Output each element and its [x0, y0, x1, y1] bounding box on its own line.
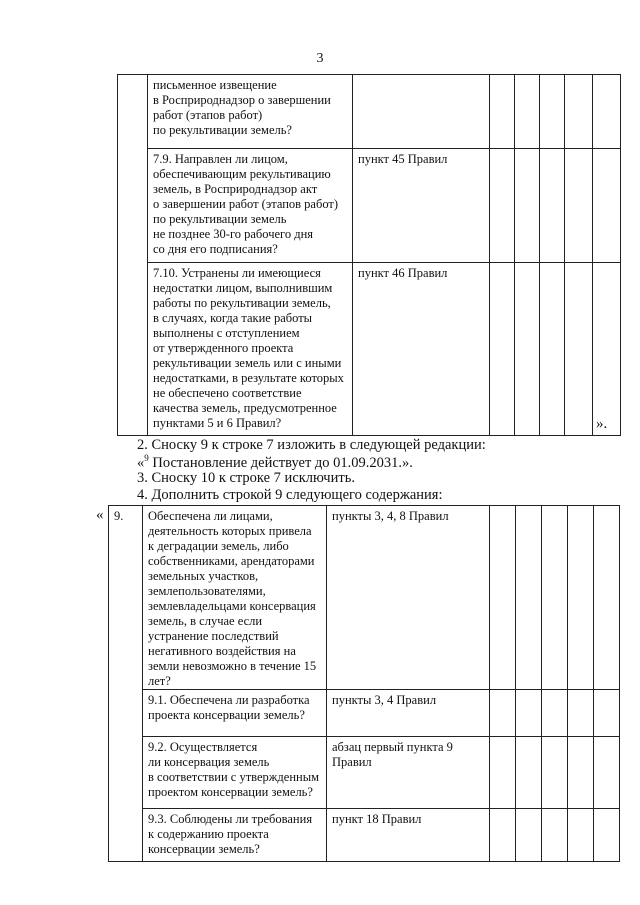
table-row	[109, 809, 620, 862]
reference-cell: пункты 3, 4, 8 Правил	[327, 506, 490, 690]
question-cell: письменное извещение в Росприроднадзор о завершении работ (этапов работ) по рекультивации земель?	[148, 75, 353, 149]
table-row	[118, 75, 621, 149]
question-cell: 7.10. Устранены ли имеющиеся недостатки лицом, выполнившим работы по рекультивации земель, в случаях, когда такие работы выполнены с отступлением от утвержденного проекта рекультивации земель или с иными недостатками, в результате которых не обеспечено соответствие качества земель, предусмотренное пунктами 5 и 6 Правил?	[148, 263, 353, 436]
table-row	[118, 263, 621, 436]
reference-cell: абзац первый пункта 9 Правил	[327, 737, 490, 809]
reference-cell: пункт 18 Правил	[327, 809, 490, 862]
opening-quote: «	[96, 507, 104, 523]
table-row	[109, 737, 620, 809]
question-cell: 7.9. Направлен ли лицом, обеспечивающим рекультивацию земель, в Росприроднадзор акт о завершении работ (этапов работ) по рекультивации земель не позднее 30-го рабочего дня со дня его подписания?	[148, 149, 353, 263]
reference-cell: пункты 3, 4 Правил	[327, 690, 490, 737]
question-cell: 9.3. Соблюдены ли требования к содержанию проекта консервации земель?	[143, 809, 327, 862]
table-row	[109, 690, 620, 737]
page-number: 3	[316, 51, 324, 66]
number-cell	[118, 75, 148, 436]
reference-cell	[353, 75, 490, 149]
question-cell: Обеспечена ли лицами, деятельность которых привела к деградации земель, либо собственниками, арендаторами земельных участков, землепользователями, землевладельцами консервация земель, в случае если устранение последствий негативного воздействия на земли невозможно в течение 15 лет?	[143, 506, 327, 690]
reference-cell: пункт 46 Правил	[353, 263, 490, 436]
question-cell: 9.2. Осуществляется ли консервация земель в соответствии с утвержденным проектом консервации земель?	[143, 737, 327, 809]
row-number: 9.	[109, 506, 143, 862]
checklist-table-continued	[117, 74, 621, 436]
closing-quote: ».	[596, 416, 608, 432]
table-row	[118, 149, 621, 263]
question-cell: 9.1. Обеспечена ли разработка проекта консервации земель?	[143, 690, 327, 737]
amendment-paragraph-2: 2. Сноску 9 к строке 7 изложить в следующей редакции:	[137, 437, 486, 453]
footnote-text: «$^9$ Постановление действует до 01.09.2031.».	[137, 453, 413, 471]
amendment-paragraph-4: 4. Дополнить строкой 9 следующего содержания:	[137, 487, 443, 503]
reference-cell: пункт 45 Правил	[353, 149, 490, 263]
amendment-paragraph-3: 3. Сноску 10 к строке 7 исключить.	[137, 470, 355, 486]
checklist-table-row-9	[108, 505, 620, 862]
table-row	[109, 506, 620, 690]
